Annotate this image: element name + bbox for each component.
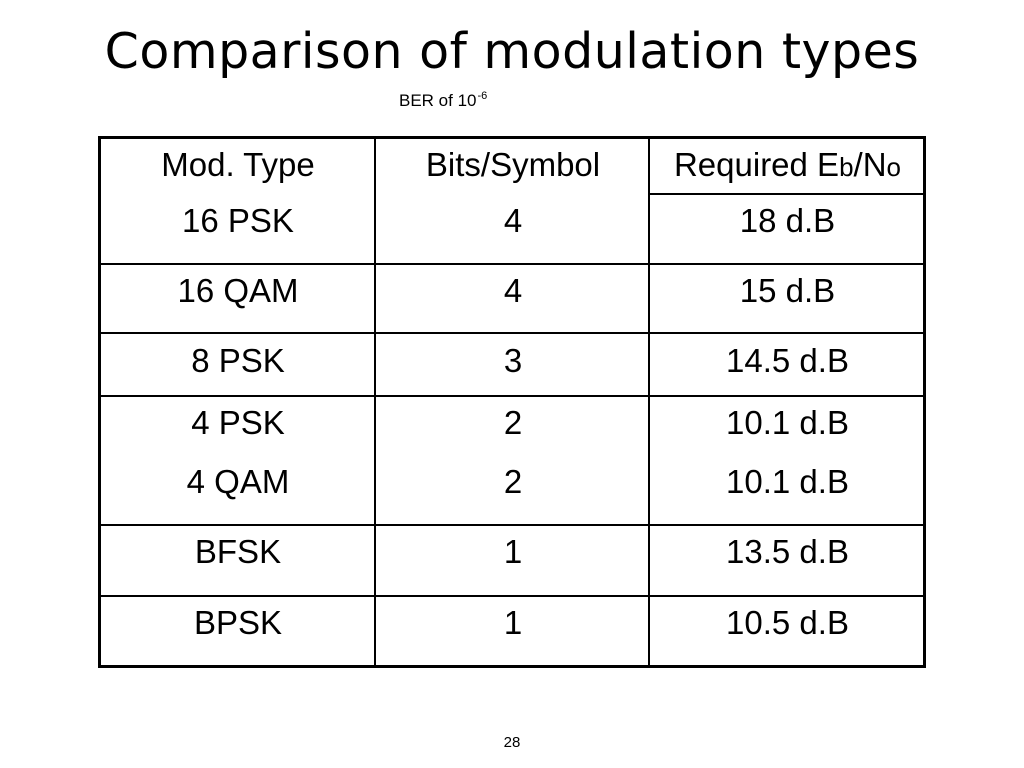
- header-ebno-sub-o: o: [886, 152, 902, 182]
- cell-mod-type: BFSK: [194, 533, 282, 570]
- table-header-divider: [648, 193, 926, 195]
- cell-mod-type: 16 QAM: [177, 272, 299, 309]
- cell-bits-per-symbol: 4: [503, 272, 523, 309]
- cell-required-ebno: 10.1 d.B: [726, 404, 849, 441]
- page-number: 28: [503, 734, 521, 751]
- header-required-ebno: [651, 146, 924, 186]
- cell-mod-type: 4 PSK: [191, 404, 285, 441]
- cell-required-ebno: 13.5 d.B: [726, 533, 849, 570]
- cell-required-ebno: 10.5 d.B: [726, 604, 849, 641]
- cell-bits-per-symbol: 2: [503, 463, 523, 500]
- cell-required-ebno: 15 d.B: [739, 272, 836, 309]
- header-ebno-prefix: Required E: [673, 146, 840, 183]
- header-ebno-sub-b: b: [839, 152, 854, 182]
- cell-bits-per-symbol: 1: [503, 533, 523, 570]
- table-row-divider: [98, 395, 926, 397]
- table-row-divider: [98, 263, 926, 265]
- subtitle-text: BER of 10: [399, 91, 477, 110]
- subtitle-exponent: -6: [477, 90, 488, 102]
- cell-bits-per-symbol: 4: [503, 202, 523, 239]
- table-row-divider: [98, 524, 926, 526]
- cell-mod-type: 8 PSK: [191, 342, 285, 379]
- cell-bits-per-symbol: 3: [503, 342, 523, 379]
- cell-mod-type: BPSK: [193, 604, 283, 641]
- cell-required-ebno: 18 d.B: [739, 202, 836, 239]
- header-mod-type: Mod. Type: [161, 146, 315, 183]
- table-row-divider: [98, 595, 926, 597]
- cell-bits-per-symbol: 1: [503, 604, 523, 641]
- header-ebno-slash: /N: [853, 146, 887, 183]
- cell-required-ebno: 10.1 d.B: [726, 463, 849, 500]
- slide-subtitle: [399, 90, 487, 114]
- cell-required-ebno: 14.5 d.B: [726, 342, 849, 379]
- header-bits-per-symbol: Bits/Symbol: [425, 146, 601, 183]
- cell-mod-type: 4 QAM: [186, 463, 290, 500]
- table-row-divider: [98, 332, 926, 334]
- slide-title: Comparison of modulation types: [104, 23, 920, 80]
- cell-mod-type: 16 PSK: [182, 202, 294, 239]
- cell-bits-per-symbol: 2: [503, 404, 523, 441]
